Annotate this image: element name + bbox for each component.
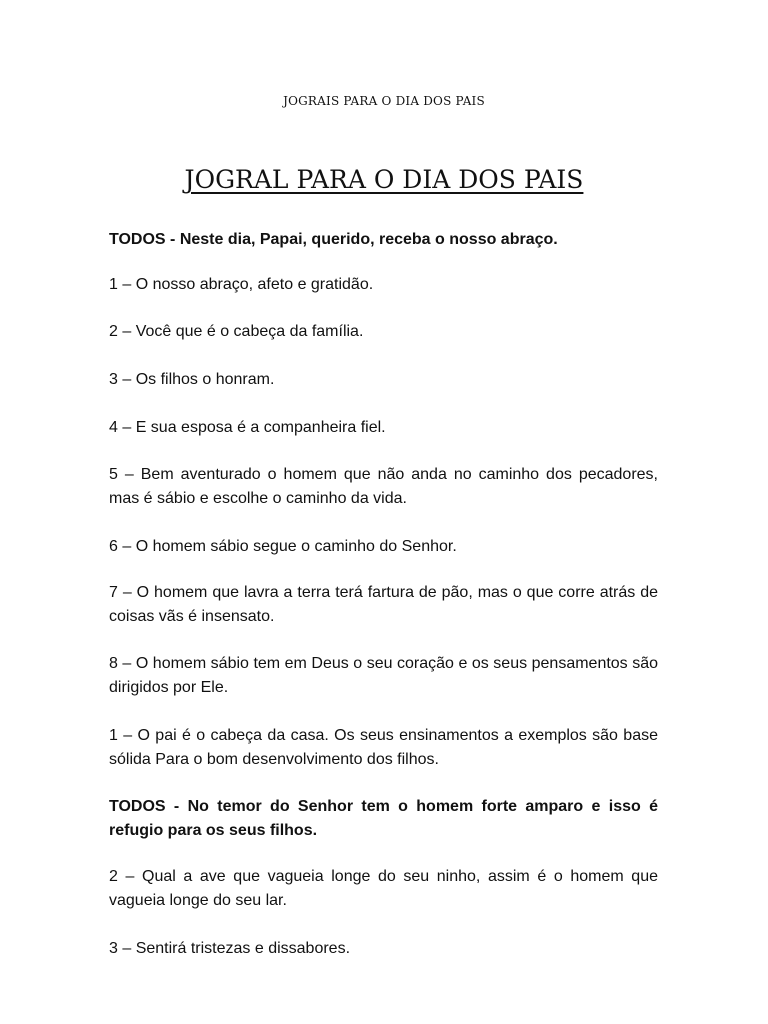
paragraph-line-3: 3 – Os filhos o honram.	[109, 371, 275, 388]
paragraph-line-10: 2 – Qual a ave que vagueia longe do seu ninho, assim é o homem que vagueia longe do seu lar.	[109, 868, 658, 909]
paragraph-line-4: 4 – E sua esposa é a companheira fiel.	[109, 419, 386, 436]
paragraph-line-2: 2 – Você que é o cabeça da família.	[109, 323, 364, 340]
paragraph-line-11: 3 – Sentirá tristezas e dissabores.	[109, 940, 351, 957]
paragraph-line-7: 7 – O homem que lavra a terra terá fartura de pão, mas o que corre atrás de coisas vãs é insensato.	[109, 584, 658, 625]
paragraph-line-8: 8 – O homem sábio tem em Deus o seu coração e os seus pensamentos são dirigidos por Ele.	[109, 655, 658, 696]
paragraph-line-1: 1 – O nosso abraço, afeto e gratidão.	[109, 276, 374, 293]
document-header: JOGRAIS PARA O DIA DOS PAIS	[283, 94, 485, 108]
paragraph-line-5: 5 – Bem aventurado o homem que não anda no caminho dos pecadores, mas é sábio e escolhe o caminho da vida.	[109, 466, 658, 507]
paragraph-line-6: 6 – O homem sábio segue o caminho do Senhor.	[109, 538, 457, 555]
paragraph-todos-2: TODOS - No temor do Senhor tem o homem forte amparo e isso é refugio para os seus filhos.	[109, 798, 658, 839]
document-title-text: JOGRAL PARA O DIA DOS PAIS	[184, 165, 584, 194]
paragraph-todos-1: TODOS - Neste dia, Papai, querido, receba o nosso abraço.	[109, 231, 558, 248]
paragraph-line-9: 1 – O pai é o cabeça da casa. Os seus ensinamentos a exemplos são base sólida Para o bom desenvolvimento dos filhos.	[109, 727, 658, 768]
document-title	[0, 165, 768, 194]
